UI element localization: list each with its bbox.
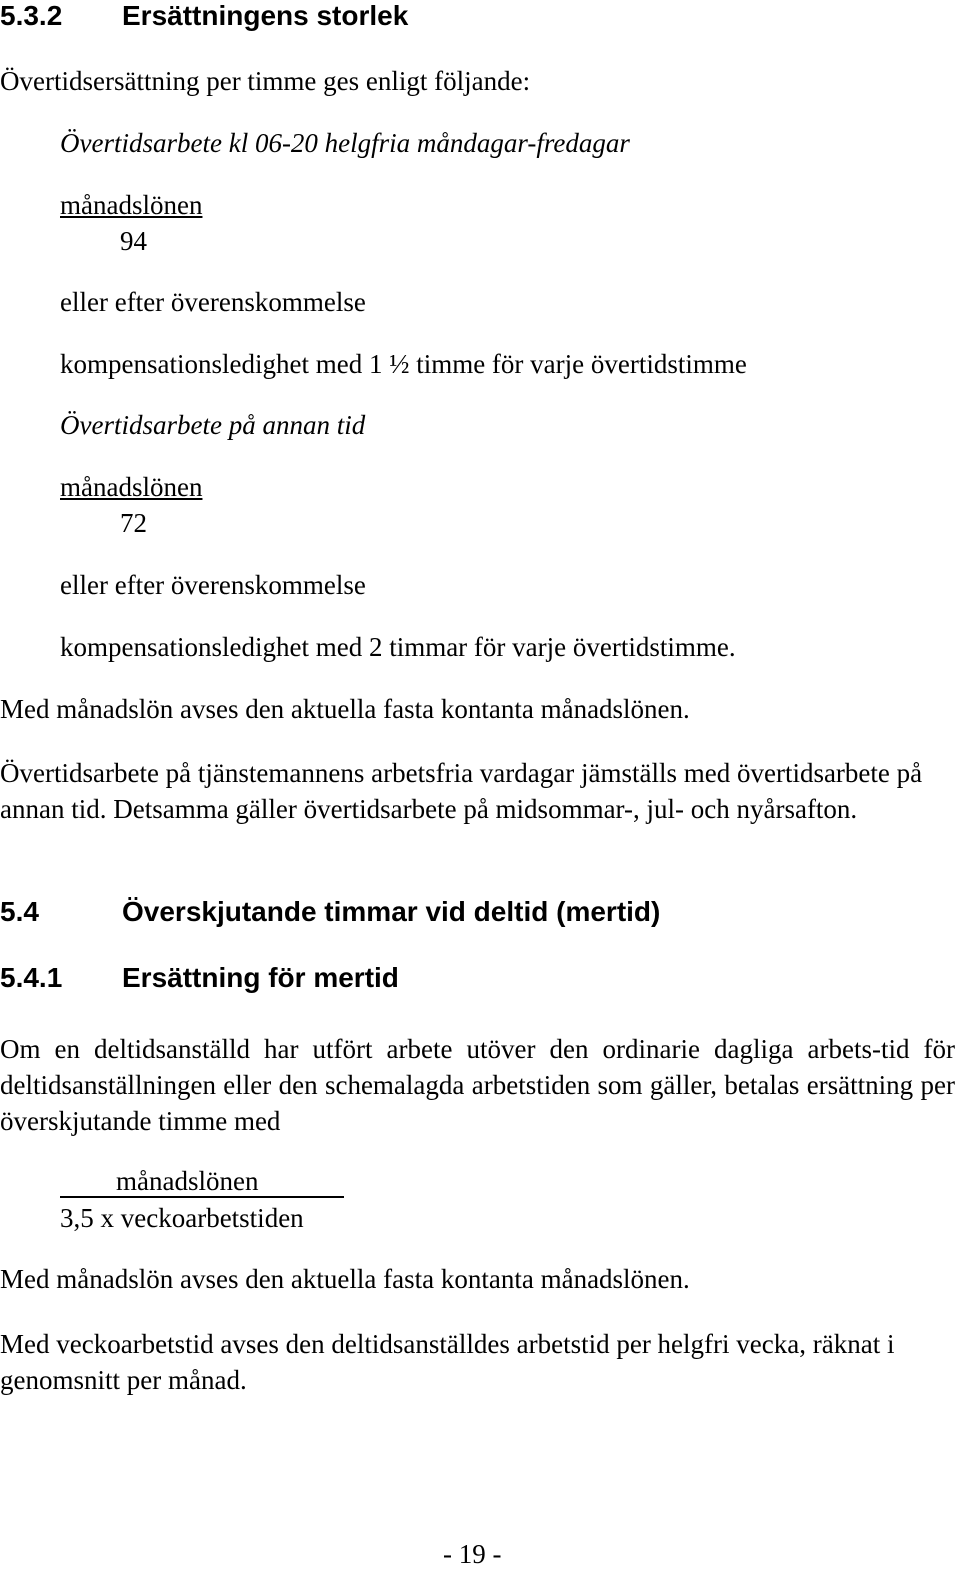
section-title: Överskjutande timmar vid deltid (mertid) [122, 896, 661, 927]
intro-text: Övertidsersättning per timme ges enligt följande: [0, 66, 531, 96]
case-weekday-numerator: månadslönen [60, 190, 203, 220]
note-monthly-salary-2: Med månadslön avses den aktuella fasta kontanta månadslönen. [0, 1264, 690, 1294]
case-other-compensation: kompensationsledighet med 2 timmar för varje övertidstimme. [60, 632, 736, 662]
formula-numerator: månadslönen [116, 1166, 259, 1196]
page-number: - 19 - [443, 1539, 502, 1569]
paragraph-free-days: Övertidsarbete på tjänstemannens arbetsfria vardagar jämställs med övertidsarbete på annan tid. Detsamma gäller övertidsarbete på midsommar-, jul- och nyårsafton. [0, 758, 923, 824]
case-weekday-heading: Övertidsarbete kl 06-20 helgfria måndagar-fredagar [60, 128, 630, 158]
fraction-line [60, 1196, 344, 1198]
case-other-heading: Övertidsarbete på annan tid [60, 410, 366, 440]
section-title: Ersättning för mertid [122, 962, 399, 993]
case-other-numerator: månadslönen [60, 472, 203, 502]
note-monthly-salary: Med månadslön avses den aktuella fasta kontanta månadslönen. [0, 694, 690, 724]
note-weekly-hours: Med veckoarbetstid avses den deltidsanställdes arbetstid per helgfri vecka, räknat i genomsnitt per månad. [0, 1329, 895, 1395]
case-other-alternative: eller efter överenskommelse [60, 570, 366, 600]
case-other-denominator: 72 [120, 508, 147, 538]
section-number: 5.4.1 [0, 962, 63, 993]
formula-denominator: 3,5 x veckoarbetstiden [60, 1203, 304, 1233]
section-title: Ersättningens storlek [122, 0, 409, 31]
paragraph-mertid: Om en deltidsanställd har utfört arbete utöver den ordinarie dagliga arbets-tid för deltidsanställningen eller den schemalagda arbetstiden som gäller, betalas ersättning per överskjutande timme med [0, 1034, 955, 1136]
section-heading-5-4 [0, 896, 660, 928]
case-weekday-denominator: 94 [120, 226, 147, 256]
section-heading-5-4-1 [0, 962, 399, 994]
case-weekday-alternative: eller efter överenskommelse [60, 287, 366, 317]
section-heading-5-3-2 [0, 0, 408, 32]
section-number: 5.3.2 [0, 0, 63, 31]
case-weekday-compensation: kompensationsledighet med 1 ½ timme för varje övertidstimme [60, 349, 747, 379]
section-number: 5.4 [0, 896, 39, 927]
